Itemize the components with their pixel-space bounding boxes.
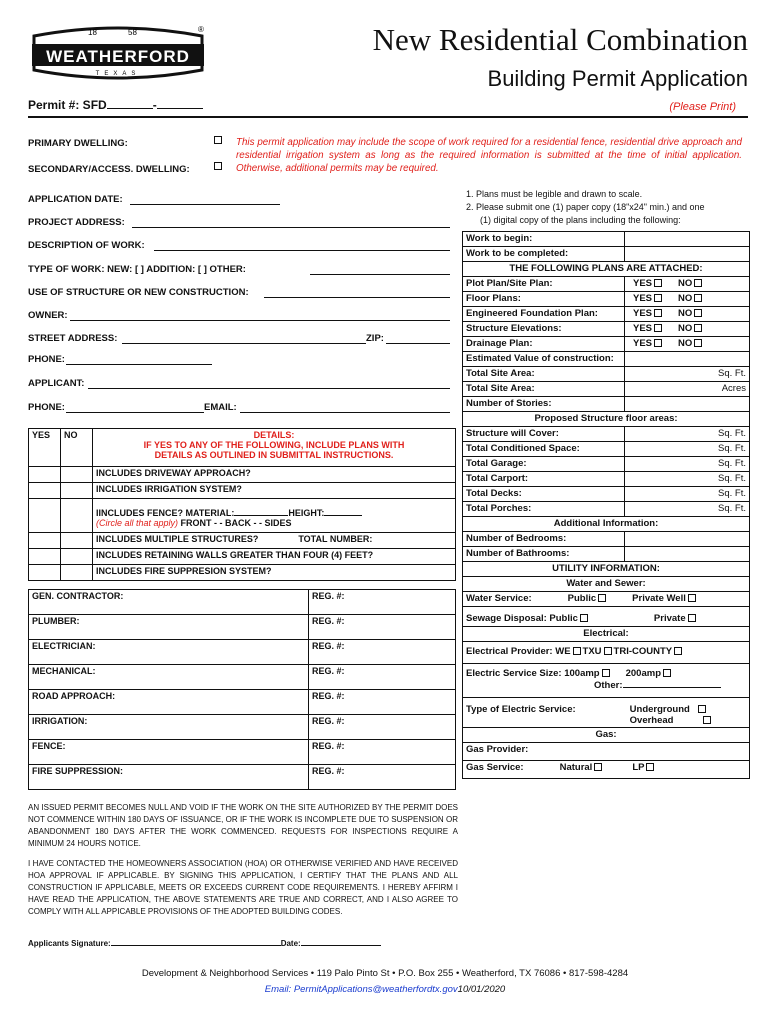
- yes-cell[interactable]: [29, 499, 61, 533]
- bedrooms-field[interactable]: [625, 532, 750, 547]
- primary-dwelling-label: PRIMARY DWELLING:: [28, 138, 128, 149]
- site-area-label-2: Total Site Area:: [463, 382, 625, 397]
- contractor-reg-cell[interactable]: REG. #:: [309, 640, 456, 665]
- contractor-row: [29, 615, 456, 640]
- tricounty-checkbox[interactable]: [674, 647, 682, 655]
- lp-gas-checkbox[interactable]: [646, 763, 654, 771]
- stories-field[interactable]: [625, 397, 750, 412]
- description-label: DESCRIPTION OF WORK:: [28, 240, 145, 251]
- plan-row: [463, 322, 750, 337]
- elec-size-row: Electric Service Size: 100amp 200amp Other:: [463, 664, 750, 698]
- plan-yes-no: YES NO: [625, 307, 750, 322]
- email-link[interactable]: Email: PermitApplications@weatherfordtx.gov: [264, 984, 458, 995]
- area-label: Total Conditioned Space:: [463, 442, 625, 457]
- gas-service-row: Gas Service: Natural LP: [463, 761, 750, 779]
- signature-line: Applicants Signature: Date:: [28, 938, 381, 948]
- area-field[interactable]: Sq. Ft.: [625, 502, 750, 517]
- retaining-label: INCLUDES RETAINING WALLS GREATER THAN FOUR (4) FEET?: [93, 549, 456, 565]
- area-label: Total Porches:: [463, 502, 625, 517]
- contractor-reg-cell[interactable]: REG. #:: [309, 665, 456, 690]
- stories-label: Number of Stories:: [463, 397, 625, 412]
- overhead-checkbox[interactable]: [703, 716, 711, 724]
- permit-field-a[interactable]: [107, 100, 153, 109]
- area-label: Total Decks:: [463, 487, 625, 502]
- date-field[interactable]: [301, 938, 381, 946]
- yes-cell[interactable]: [29, 549, 61, 565]
- elec-other-field[interactable]: [623, 679, 721, 688]
- note-2: 2. Please submit one (1) paper copy (18"x24" min.) and one: [466, 202, 705, 212]
- contractor-name-cell[interactable]: PLUMBER:: [29, 615, 309, 640]
- footer-address: Development & Neighborhood Services • 119 Palo Pinto St • P.O. Box 255 • Weatherford, TX 76086 • 817-598-4284: [141, 968, 629, 979]
- water-sewer-header: Water and Sewer:: [463, 577, 750, 592]
- sewage-public-checkbox[interactable]: [580, 614, 588, 622]
- we-checkbox[interactable]: [573, 647, 581, 655]
- certification-notice: I HAVE CONTACTED THE HOMEOWNERS ASSOCIATION (HOA) OR OTHERWISE VERIFIED AND HAVE RECEIVED HOA APPROVAL IF APPLICABLE. BY SIGNING THIS APPLICATION, I CERTIFY THAT THE PLANS AND ALL CONSTRUCTION IF APPLICABLE, MEETS OR EXCEEDS CURRENT CODE REQUIREMENTS. I HEREBY AFFIRM I HAVE READ THE APPLICATION, THE ABOVE STATEMENTS ARE TRUE AND CORRECT, AND I ALSO AGREE TO COMPLY WITH ALL APPICABLE PROVISIONS OF THE ADOPTED BUILDING CODES.: [28, 859, 458, 916]
- fence-material-field[interactable]: [234, 507, 288, 516]
- bathrooms-label: Number of Bathrooms:: [463, 547, 625, 562]
- plan-no-checkbox[interactable]: [694, 339, 702, 347]
- email-label: EMAIL:: [204, 402, 237, 413]
- plan-row: [463, 277, 750, 292]
- contractor-reg-cell[interactable]: REG. #:: [309, 765, 456, 790]
- plans-attached-header: THE FOLLOWING PLANS ARE ATTACHED:: [463, 262, 750, 277]
- estimated-value-field[interactable]: [625, 352, 750, 367]
- contractor-row: [29, 765, 456, 790]
- owner-label: OWNER:: [28, 310, 68, 321]
- contractor-row: [29, 640, 456, 665]
- permit-field-b[interactable]: [157, 100, 203, 109]
- 100amp-checkbox[interactable]: [602, 669, 610, 677]
- yes-cell[interactable]: [29, 533, 61, 549]
- gas-header: Gas:: [463, 728, 750, 743]
- estimated-value-label: Estimated Value of construction:: [463, 352, 625, 367]
- plan-row: [463, 337, 750, 352]
- plan-row: [463, 292, 750, 307]
- sewage-row: Sewage Disposal: Public Private: [463, 607, 750, 627]
- area-label: Structure will Cover:: [463, 427, 625, 442]
- secondary-dwelling-checkbox[interactable]: [214, 162, 222, 170]
- plan-yes-checkbox[interactable]: [654, 339, 662, 347]
- contractor-name-cell[interactable]: FENCE:: [29, 740, 309, 765]
- table-row: [29, 549, 456, 565]
- work-complete-field[interactable]: [625, 247, 750, 262]
- plan-yes-checkbox[interactable]: [654, 309, 662, 317]
- irrigation-label: INCLUDES IRRIGATION SYSTEM?: [93, 483, 456, 499]
- scope-note: This permit application may include the scope of work required for a residential fence, residential drive approach and residential irrigation system as long as the required information is submitted at the time of initial application. Otherwise, additional permits may be required.: [236, 137, 742, 174]
- contractor-reg-cell[interactable]: REG. #:: [309, 715, 456, 740]
- water-public-checkbox[interactable]: [598, 594, 606, 602]
- yes-cell[interactable]: [29, 483, 61, 499]
- area-row: [463, 502, 750, 517]
- contractor-name-cell[interactable]: ELECTRICIAN:: [29, 640, 309, 665]
- table-row: [29, 565, 456, 581]
- proposed-header: Proposed Structure floor areas:: [463, 412, 750, 427]
- plan-no-checkbox[interactable]: [694, 309, 702, 317]
- area-field[interactable]: Sq. Ft.: [625, 457, 750, 472]
- area-row: [463, 457, 750, 472]
- svg-text:58: 58: [128, 28, 137, 37]
- driveway-label: INCLUDES DRIVEWAY APPROACH?: [93, 467, 456, 483]
- plan-yes-checkbox[interactable]: [654, 324, 662, 332]
- project-address-label: PROJECT ADDRESS:: [28, 217, 125, 228]
- contractor-row: [29, 715, 456, 740]
- area-field[interactable]: Sq. Ft.: [625, 472, 750, 487]
- contractor-reg-cell[interactable]: REG. #:: [309, 590, 456, 615]
- form-title: New Residential Combination: [372, 22, 748, 57]
- contractor-reg-cell[interactable]: REG. #:: [309, 615, 456, 640]
- yes-cell[interactable]: [29, 467, 61, 483]
- scope-table: [28, 428, 456, 581]
- no-header: NO: [61, 429, 93, 467]
- area-row: [463, 427, 750, 442]
- footer-email: Email: PermitApplications@weatherfordtx.gov10/01/2020: [264, 984, 506, 995]
- plan-yes-checkbox[interactable]: [654, 279, 662, 287]
- zip-label: ZIP:: [366, 333, 384, 344]
- contractor-reg-cell[interactable]: REG. #:: [309, 690, 456, 715]
- plan-no-checkbox[interactable]: [694, 324, 702, 332]
- table-row: [29, 533, 456, 549]
- description-field[interactable]: [154, 250, 450, 251]
- plan-label: Structure Elevations:: [463, 322, 625, 337]
- bathrooms-field[interactable]: [625, 547, 750, 562]
- applicant-phone-field[interactable]: [66, 412, 204, 413]
- site-area-acres[interactable]: Acres: [625, 382, 750, 397]
- contractor-row: [29, 690, 456, 715]
- contractor-name-cell[interactable]: GEN. CONTRACTOR:: [29, 590, 309, 615]
- area-row: [463, 442, 750, 457]
- weatherford-logo: [28, 22, 208, 84]
- plan-yes-no: YES NO: [625, 337, 750, 352]
- contractor-name-cell[interactable]: MECHANICAL:: [29, 665, 309, 690]
- work-complete-label: Work to be completed:: [463, 247, 625, 262]
- applicant-label: APPLICANT:: [28, 378, 85, 389]
- street-address-label: STREET ADDRESS:: [28, 333, 118, 344]
- type-other-field[interactable]: [310, 274, 450, 275]
- applicant-phone-label: PHONE:: [28, 402, 65, 413]
- applicant-field[interactable]: [88, 388, 450, 389]
- no-cell[interactable]: [61, 533, 93, 549]
- no-cell[interactable]: [61, 499, 93, 533]
- work-begin-field[interactable]: [625, 232, 750, 247]
- plan-label: Drainage Plan:: [463, 337, 625, 352]
- utility-header: UTILITY INFORMATION:: [463, 562, 750, 577]
- area-field[interactable]: Sq. Ft.: [625, 442, 750, 457]
- underground-checkbox[interactable]: [698, 705, 706, 713]
- fence-height-field[interactable]: [324, 507, 362, 516]
- area-row: [463, 487, 750, 502]
- 200amp-checkbox[interactable]: [663, 669, 671, 677]
- area-field[interactable]: Sq. Ft.: [625, 427, 750, 442]
- note-1: 1. Plans must be legible and drawn to scale.: [466, 189, 643, 199]
- use-of-structure-label: USE OF STRUCTURE OR NEW CONSTRUCTION:: [28, 287, 249, 298]
- water-service-row: Water Service: Public Private Well: [463, 592, 750, 607]
- contractor-name-cell[interactable]: IRRIGATION:: [29, 715, 309, 740]
- yes-cell[interactable]: [29, 565, 61, 581]
- contractors-table: [28, 589, 456, 790]
- contractor-reg-cell[interactable]: REG. #:: [309, 740, 456, 765]
- sewage-private-checkbox[interactable]: [688, 614, 696, 622]
- plan-no-checkbox[interactable]: [694, 279, 702, 287]
- project-info-table: [462, 231, 750, 779]
- plan-no-checkbox[interactable]: [694, 294, 702, 302]
- secondary-dwelling-label: SECONDARY/ACCESS. DWELLING:: [28, 164, 190, 175]
- bedrooms-label: Number of Bedrooms:: [463, 532, 625, 547]
- signature-field[interactable]: [111, 938, 281, 946]
- no-cell[interactable]: [61, 467, 93, 483]
- no-cell[interactable]: [61, 549, 93, 565]
- fire-label: INCLUDES FIRE SUPPRESION SYSTEM?: [93, 565, 456, 581]
- svg-text:18: 18: [88, 28, 97, 37]
- plan-yes-no: YES NO: [625, 277, 750, 292]
- table-row: [29, 483, 456, 499]
- txu-checkbox[interactable]: [604, 647, 612, 655]
- yes-header: YES: [29, 429, 61, 467]
- plan-label: Plot Plan/Site Plan:: [463, 277, 625, 292]
- plan-yes-checkbox[interactable]: [654, 294, 662, 302]
- application-date-label: APPLICATION DATE:: [28, 194, 123, 205]
- gas-provider-row: Gas Provider:: [463, 743, 750, 761]
- svg-text:TEXAS: TEXAS: [95, 71, 141, 77]
- elec-type-row: Type of Electric Service: Underground Overhead: [463, 698, 750, 728]
- details-header: DETAILS: IF YES TO ANY OF THE FOLLOWING, INCLUDE PLANS WITH DETAILS AS OUTLINED IN SUBMITTAL INSTRUCTIONS.: [93, 429, 456, 467]
- note-2b: (1) digital copy of the plans including the following:: [480, 215, 681, 225]
- contractor-row: [29, 665, 456, 690]
- phone-field[interactable]: [66, 364, 212, 365]
- site-area-label: Total Site Area:: [463, 367, 625, 382]
- plan-row: [463, 307, 750, 322]
- svg-text:WEATHERFORD: WEATHERFORD: [46, 47, 190, 66]
- plan-yes-no: YES NO: [625, 322, 750, 337]
- contractor-row: [29, 590, 456, 615]
- table-row: [29, 467, 456, 483]
- plan-label: Engineered Foundation Plan:: [463, 307, 625, 322]
- contractor-name-cell[interactable]: ROAD APPROACH:: [29, 690, 309, 715]
- type-of-work-label: TYPE OF WORK: NEW: [ ] ADDITION: [ ] OTHER:: [28, 264, 246, 275]
- table-row: [29, 499, 456, 533]
- email-field[interactable]: [240, 412, 450, 413]
- application-date-field[interactable]: [130, 204, 280, 205]
- contractor-row: [29, 740, 456, 765]
- electrical-header: Electrical:: [463, 627, 750, 642]
- additional-header: Additional Information:: [463, 517, 750, 532]
- multiple-label: INCLUDES MULTIPLE STRUCTURES? TOTAL NUMBER:: [93, 533, 456, 549]
- plan-yes-no: YES NO: [625, 292, 750, 307]
- work-begin-label: Work to begin:: [463, 232, 625, 247]
- elec-provider-row: Electrical Provider: WE TXU TRI-COUNTY: [463, 642, 750, 664]
- zip-field[interactable]: [386, 343, 450, 344]
- divider: [28, 116, 748, 118]
- area-label: Total Carport:: [463, 472, 625, 487]
- phone-label: PHONE:: [28, 354, 65, 365]
- site-area-sqft[interactable]: Sq. Ft.: [625, 367, 750, 382]
- form-subtitle: Building Permit Application: [487, 66, 748, 91]
- svg-text:®: ®: [198, 25, 204, 34]
- project-address-field[interactable]: [132, 227, 450, 228]
- owner-field[interactable]: [70, 320, 450, 321]
- plan-label: Floor Plans:: [463, 292, 625, 307]
- permit-number: Permit #: SFD -: [28, 98, 203, 112]
- permit-void-notice: AN ISSUED PERMIT BECOMES NULL AND VOID IF THE WORK ON THE SITE AUTHORIZED BY THE PERMIT DOES NOT COMMENCE WITHIN 180 DAYS OF ISSUANCE, OR IF THE WORK IS INCOMPLETE DUE TO SUSPENSION OR ABANDONMENT 180 DAYS AFTER THE WORK COMMENCED. REQUESTS FOR INSPECTIONS REQUIRE A MINIMUM 24 HOURS NOTICE.: [28, 803, 458, 848]
- fence-label: IINCLUDES FENCE? MATERIAL: HEIGHT: (Circle all that apply) FRONT - - BACK - - SIDES: [93, 499, 456, 533]
- use-of-structure-field[interactable]: [264, 297, 450, 298]
- water-private-checkbox[interactable]: [688, 594, 696, 602]
- no-cell[interactable]: [61, 483, 93, 499]
- please-print-note: (Please Print): [669, 101, 736, 113]
- natural-gas-checkbox[interactable]: [594, 763, 602, 771]
- area-field[interactable]: Sq. Ft.: [625, 487, 750, 502]
- contractor-name-cell[interactable]: FIRE SUPPRESSION:: [29, 765, 309, 790]
- street-address-field[interactable]: [122, 343, 366, 344]
- no-cell[interactable]: [61, 565, 93, 581]
- area-row: [463, 472, 750, 487]
- area-label: Total Garage:: [463, 457, 625, 472]
- primary-dwelling-checkbox[interactable]: [214, 136, 222, 144]
